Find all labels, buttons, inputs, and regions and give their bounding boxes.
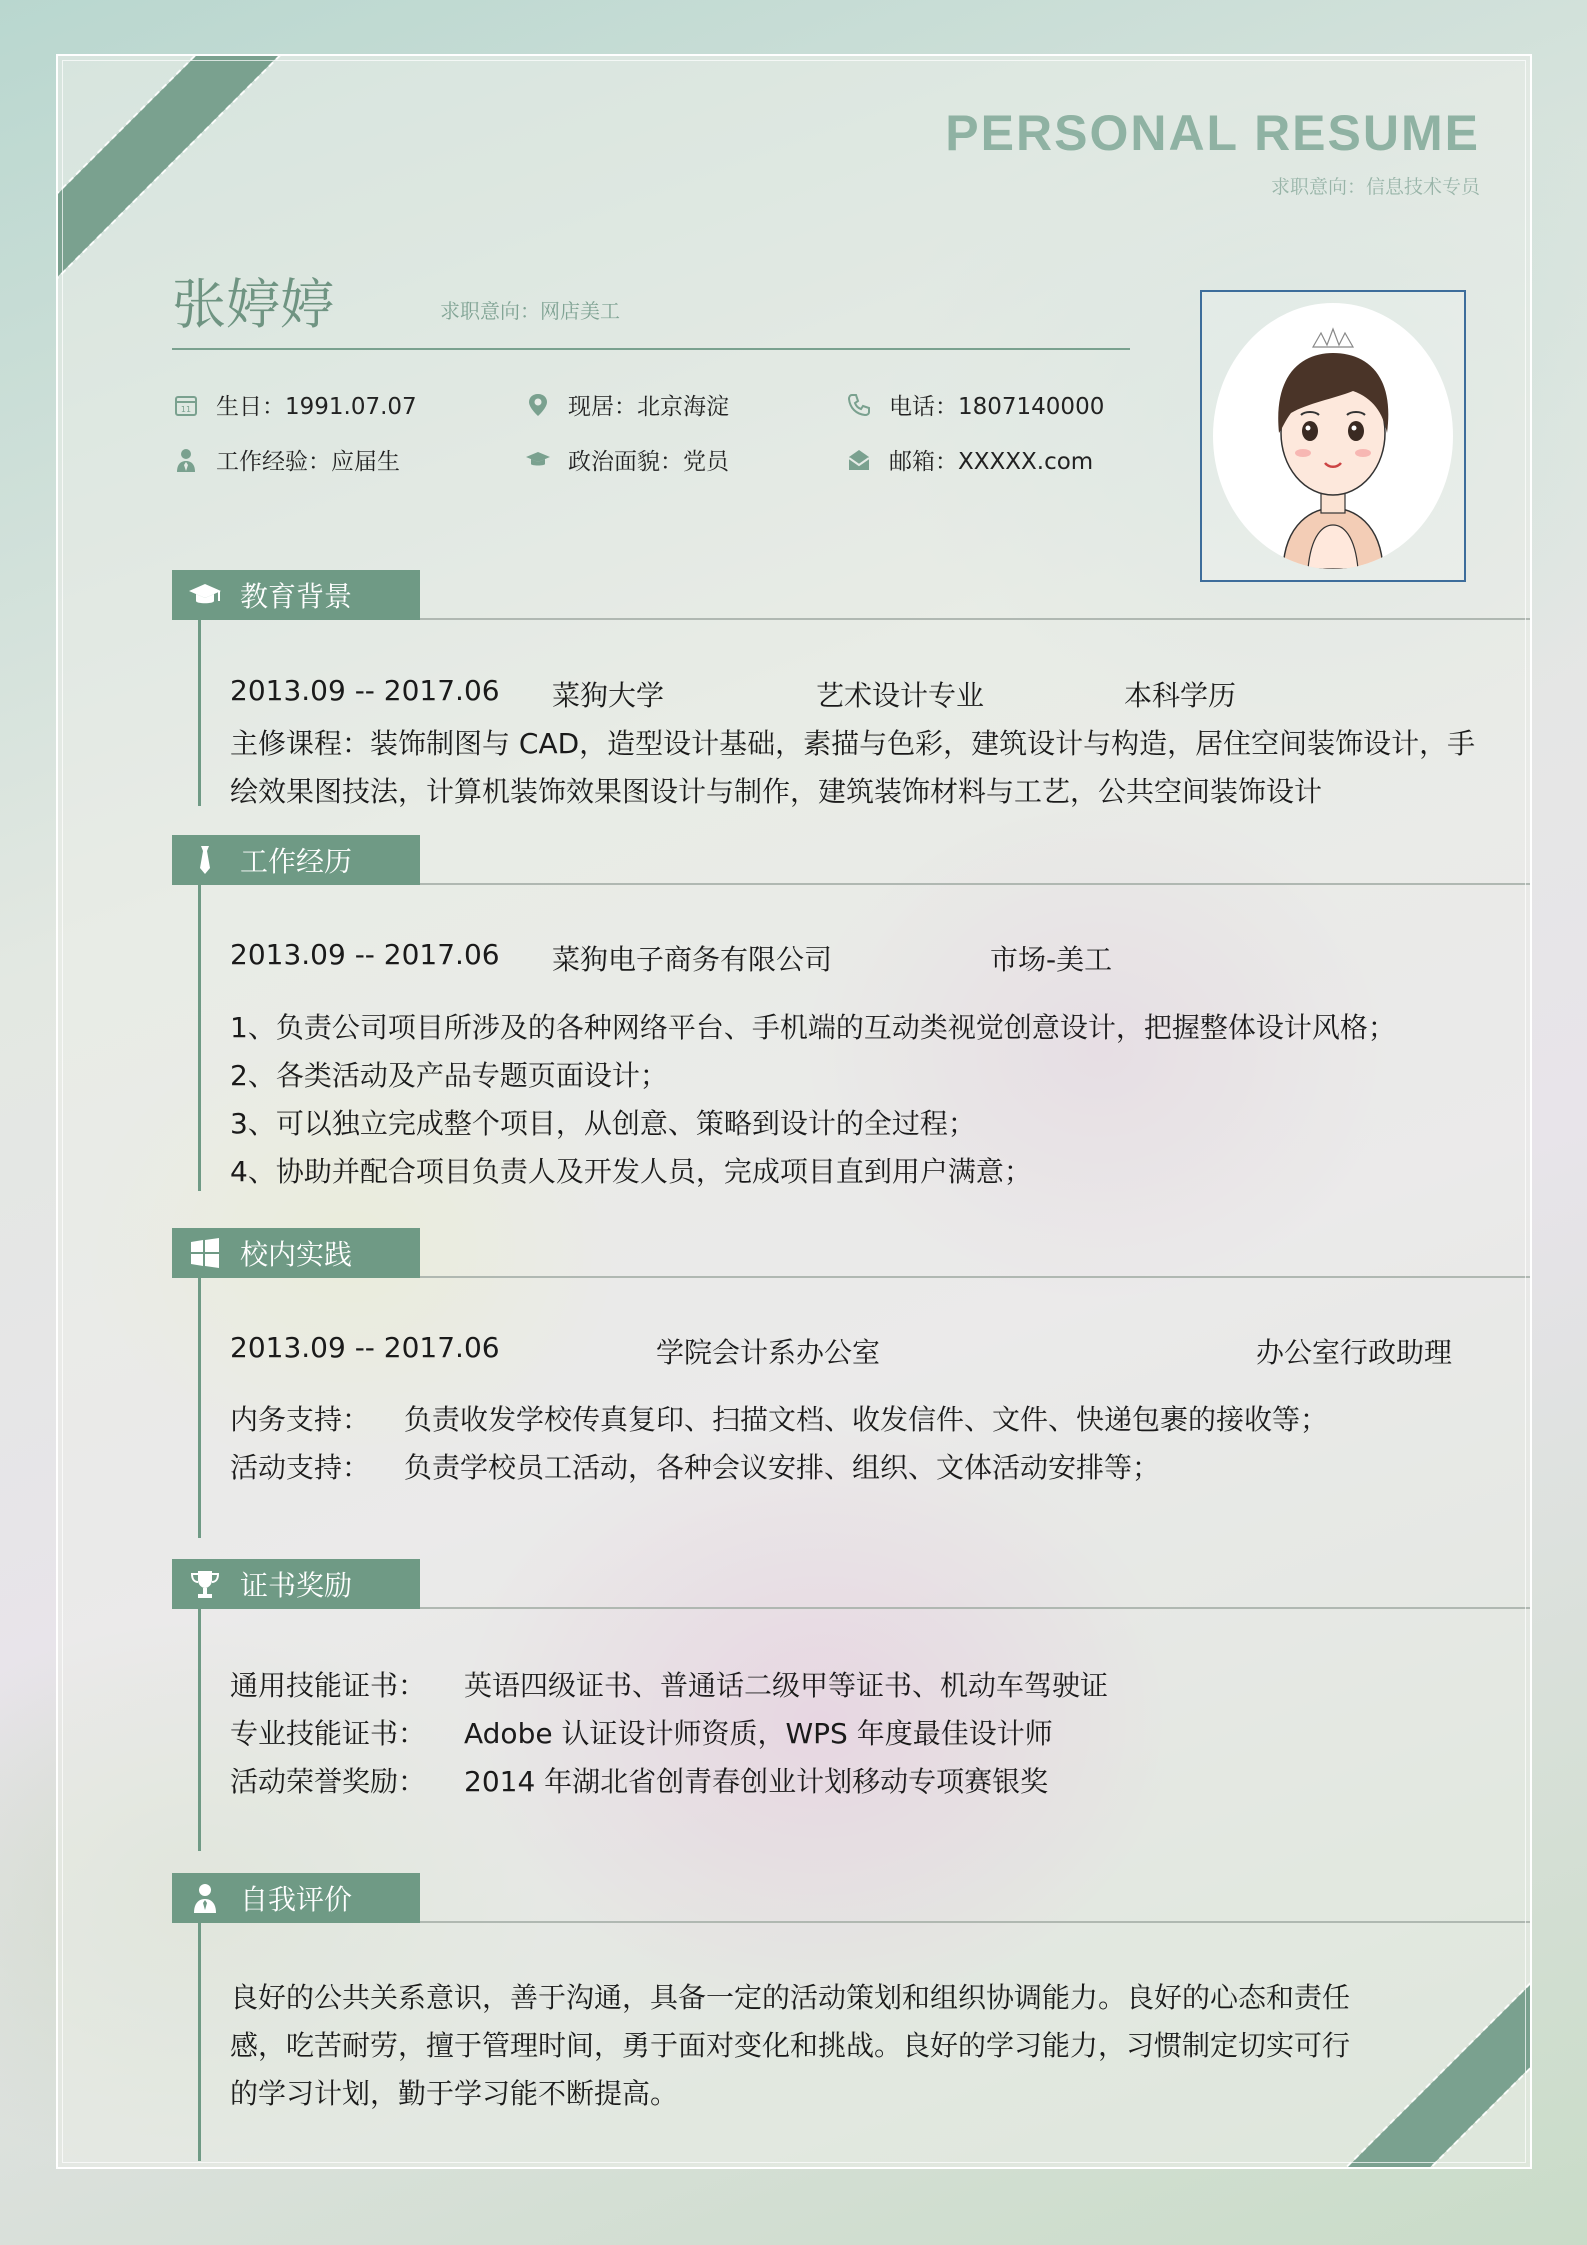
person-tie-icon: [172, 446, 200, 474]
section-campus-title: 校内实践: [240, 1238, 353, 1271]
section-education-bar: [198, 620, 201, 806]
info-residence: [524, 388, 729, 421]
campus-period: 2013.09 -- 2017.06: [230, 1331, 500, 1364]
award-row-text: 英语四级证书、普通话二级甲等证书、机动车驾驶证: [464, 1669, 1109, 1702]
info-birthday: [172, 388, 417, 421]
info-politics: [524, 443, 729, 476]
campus-row-label: 活动支持：: [230, 1451, 371, 1484]
section-self-bar: [198, 1923, 201, 2161]
campus-row-text: 负责学校员工活动，各种会议安排、组织、文体活动安排等；: [404, 1451, 1161, 1484]
award-row-label: 专业技能证书：: [230, 1717, 427, 1750]
name-divider: [172, 348, 1130, 350]
work-duty-item: 3、可以独立完成整个项目，从创意、策略到设计的全过程；: [230, 1107, 976, 1140]
education-degree: 本科学历: [1124, 679, 1237, 712]
section-education-header: [172, 570, 420, 620]
section-work-bar: [198, 885, 201, 1191]
education-courses-line1: 主修课程：装饰制图与 CAD，造型设计基础，素描与色彩，建筑设计与构造，居住空间装饰设计，手: [230, 727, 1476, 760]
award-row-label: 活动荣誉奖励：: [230, 1765, 427, 1798]
english-subtitle: 求职意向：信息技术专员: [1270, 176, 1480, 198]
politics-text: 政治面貌：党员: [568, 449, 729, 475]
section-work-rule: [420, 883, 1532, 885]
work-duty-item: 1、负责公司项目所涉及的各种网络平台、手机端的互动类视觉创意设计，把握整体设计风格；: [230, 1011, 1396, 1044]
self-evaluation-line: 良好的公共关系意识，善于沟通，具备一定的活动策划和组织协调能力。良好的心态和责任: [230, 1981, 1351, 2014]
phone-text: 电话：1807140000: [889, 394, 1105, 420]
campus-role: 办公室行政助理: [1256, 1336, 1453, 1369]
windows-grid-icon: [186, 1236, 224, 1270]
education-school: 菜狗大学: [552, 679, 665, 712]
campus-row-label: 内务支持：: [230, 1403, 371, 1436]
section-awards-bar: [198, 1609, 201, 1851]
info-experience: [172, 443, 400, 476]
section-awards-rule: [420, 1607, 1532, 1609]
self-evaluation-line: 感，吃苦耐劳，擅于管理时间，勇于面对变化和挑战。良好的学习能力，习惯制定切实可行: [230, 2029, 1351, 2062]
envelope-icon: [845, 446, 873, 474]
location-pin-icon: [524, 391, 552, 419]
birthday-text: 生日：1991.07.07: [216, 394, 417, 420]
corner-ribbon-bottom-right: [1325, 1961, 1532, 2169]
education-major: 艺术设计专业: [816, 679, 985, 712]
section-self-header: [172, 1873, 420, 1923]
award-row-label: 通用技能证书：: [230, 1669, 427, 1702]
work-duty-item: 4、协助并配合项目负责人及开发人员，完成项目直到用户满意；: [230, 1155, 1032, 1188]
photo-frame: [1200, 290, 1466, 582]
award-row-text: 2014 年湖北省创青春创业计划移动专项赛银奖: [464, 1765, 1049, 1798]
section-work-title: 工作经历: [240, 845, 353, 878]
resume-page: [56, 54, 1532, 2169]
email-text: 邮箱：XXXXX.com: [889, 449, 1094, 475]
person-icon: [186, 1881, 224, 1915]
section-campus-bar: [198, 1278, 201, 1538]
tie-icon: [186, 843, 224, 877]
graduation-cap-icon: [186, 578, 224, 612]
award-row-text: Adobe 认证设计师资质，WPS 年度最佳设计师: [464, 1717, 1053, 1750]
section-education-title: 教育背景: [240, 580, 353, 613]
job-intent: 求职意向：网店美工: [440, 299, 620, 323]
work-position: 市场-美工: [990, 943, 1113, 976]
graduation-cap-icon: [524, 446, 552, 474]
section-work-header: [172, 835, 420, 885]
avatar: [1213, 303, 1453, 569]
experience-text: 工作经验：应届生: [216, 449, 400, 475]
residence-text: 现居：北京海淀: [568, 394, 729, 420]
section-awards-header: [172, 1559, 420, 1609]
phone-icon: [845, 391, 873, 419]
info-phone: [845, 388, 1104, 421]
education-courses-line2: 绘效果图技法，计算机装饰效果图设计与制作，建筑装饰材料与工艺，公共空间装饰设计: [230, 775, 1323, 808]
section-education-rule: [420, 618, 1532, 620]
campus-org: 学院会计系办公室: [656, 1336, 881, 1369]
work-period: 2013.09 -- 2017.06: [230, 938, 500, 971]
candidate-name: 张婷婷: [172, 273, 334, 336]
corner-ribbon-top-left: [56, 54, 281, 282]
section-awards-title: 证书奖励: [240, 1569, 353, 1602]
section-self-rule: [420, 1921, 1532, 1923]
education-period: 2013.09 -- 2017.06: [230, 674, 500, 707]
info-email: [845, 443, 1093, 476]
section-campus-header: [172, 1228, 420, 1278]
section-self-title: 自我评价: [240, 1883, 353, 1916]
self-evaluation-line: 的学习计划，勤于学习能不断提高。: [230, 2077, 679, 2110]
section-campus-rule: [420, 1276, 1532, 1278]
calendar-icon: [172, 391, 200, 419]
campus-row-text: 负责收发学校传真复印、扫描文档、收发信件、文件、快递包裹的接收等；: [404, 1403, 1329, 1436]
english-title: PERSONAL RESUME: [945, 105, 1480, 161]
svg-text:11: 11: [180, 404, 192, 414]
work-company: 菜狗电子商务有限公司: [552, 943, 833, 976]
trophy-icon: [186, 1567, 224, 1601]
work-duty-item: 2、各类活动及产品专题页面设计；: [230, 1059, 668, 1092]
